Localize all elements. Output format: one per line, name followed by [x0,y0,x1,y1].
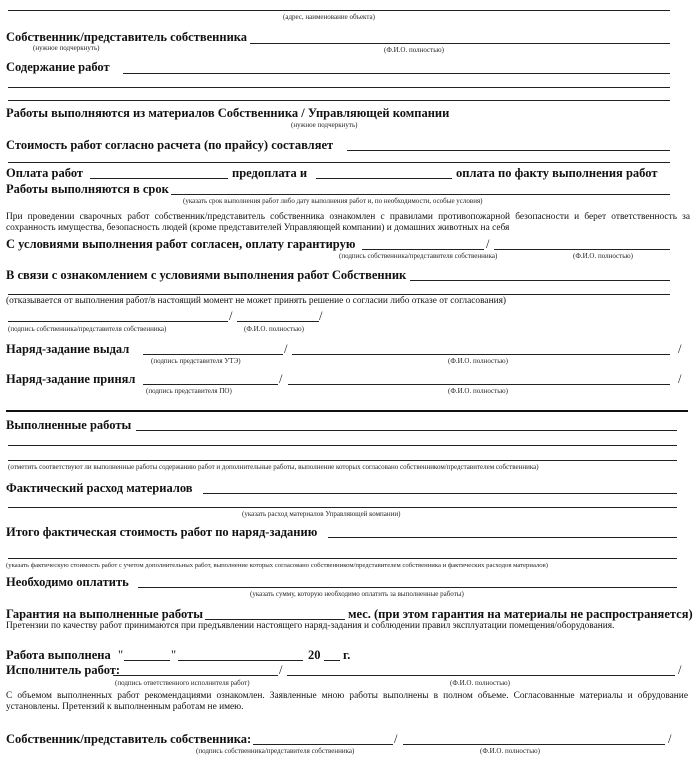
agree-label: С условиями выполнения работ согласен, оплату гарантирую [6,237,356,251]
accepted-name-hint: (Ф.И.О. полностью) [448,387,508,395]
executor-sign-hint: (подпись ответственного исполнителя работ) [115,679,250,687]
final-sign-field[interactable] [253,744,393,745]
agree-name-field[interactable] [494,249,670,250]
actual-materials-hint: (указать расход материалов Управляющей компании) [242,510,401,518]
review-sign-hint: (подпись собственника/представителя собственника) [8,325,167,333]
prepay-field[interactable] [316,178,452,179]
payment-label: Оплата работ [6,166,84,180]
deadline-field[interactable] [171,194,670,195]
work-order-form: (адрес, наименование объекта) Собственник/представитель собственника (нужное подчеркнуть) (Ф.И.О. полностью) Содержание работ Работы выполняются из материалов Собственника / Управляющей компании (нужное подчеркнуть) Стоимость работ согласно расчета (по прайсу) составляет Оплата работ предоплата и оплата по факту выполнения работ Работы выполняются в срок (указать срок выполнения работ либо дату выполнения работ и, по необходимости, особые условия) При проведении сварочных работ собственник/представитель собственника ознакомлен с правилами противопожарной безопасности и берет ответственность за сохранность имущества, безопасность людей (кроме представителей Управляющей компании) и домашних животных на себя С условиями выполнения работ согласен, оплату гарантирую / (подпись собственника/представителя собственника) (Ф.И.О. полностью) В связи с ознакомлением с условиями выполнения работ Собственник (отказывается от выполнения работ/в настоящий момент не может принять решение о согласии либо отказе от согласования) / / (подпись собственника/представителя собственника) (Ф.И.О. полностью) Наряд-задание выдал / / (подпись представителя УТЭ) (Ф.И.О. полностью) Наряд-задание принял / / (подпись представителя ПО) (Ф.И.О. полностью) Выполненные работы (отметить соответствуют ли выполненные работы содержанию работ и дополнительные работы, выполнение которых согласовано собственником/представителем собственника) Фактический расход материалов (указать расход материалов Управляющей компании) Итого фактическая стоимость работ по наряд-заданию (указать фактическую стоимость работ с учетом дополнительных работ, выполнение которых согласовано собственником/представителем собственника и фактических расходов материалов) Необходимо оплатить (указать сумму, которую необходимо оплатить за выполненные работы) Гарантия на выполненные работы мес. (при этом гарантия на материалы не распространяется) Претензии по качеству работ принимаются при предъявлении настоящего наряд-задания и соблюдении правил эксплуатации помещения/оборудования. Работа выполнена " " 20 г. Исполнитель работ: / / (подпись ответственного исполнителя работ) (Ф.И.О. полностью) С объемом выполненных работ рекомендациями ознакомлен. Заявленные мною работы выполнены в полном объеме. Согласованные материалы и обрудование установлены. Претензий к выполненным работам не имею. Собственник/представитель собственника: / / (подпись собственника/представителя собственника) (Ф.И.О. полностью) [0,0,700,764]
welding-notice: При проведении сварочных работ собственник/представитель собственника ознакомлен с правилами противопожарной безопасности и берет ответственность за сохранность имущества, безопасность людей (кроме представителей Управляющей компании) и домашних животных на себя [6,212,690,233]
owner-field[interactable] [250,43,670,44]
completed-label: Работа выполнена [6,648,111,662]
accepted-name-field[interactable] [288,384,670,385]
completed-month-field[interactable] [178,660,303,661]
review-name-hint: (Ф.И.О. полностью) [244,325,304,333]
section-divider [6,410,688,412]
agree-sign-field[interactable] [362,249,484,250]
review-name-field[interactable] [237,321,319,322]
pay-due-hint: (указать сумму, которую необходимо оплатить за выполненные работы) [250,590,464,598]
accepted-sign-hint: (подпись представителя ПО) [146,387,232,395]
payment-field[interactable] [90,178,228,179]
review-field[interactable] [410,280,670,281]
content-field[interactable] [123,73,670,74]
review-label: В связи с ознакомлением с условиями выполнения работ Собственник [6,268,407,282]
total-label: Итого фактическая стоимость работ по наряд-заданию [6,525,318,539]
content-label: Содержание работ [6,60,110,74]
final-sign-hint: (подпись собственника/представителя собственника) [196,747,355,755]
final-name-hint: (Ф.И.О. полностью) [480,747,540,755]
accepted-label: Наряд-задание принял [6,372,136,386]
accepted-sign-field[interactable] [143,384,278,385]
review-hint: (отказывается от выполнения работ/в настоящий момент не может принять решение о согласии либо отказе от согласования) [6,296,507,306]
review-sign-field[interactable] [8,321,228,322]
cost-field[interactable] [347,150,670,151]
done-hint: (отметить соответствуют ли выполненные работы содержанию работ и дополнительные работы, выполнение которых согласовано собственником/представителем собственника) [8,463,539,471]
actual-materials-field[interactable] [203,493,677,494]
completed-day-field[interactable] [124,660,170,661]
final-note: С объемом выполненных работ рекомендациями ознакомлен. Заявленные мною работы выполнены в полном объеме. Согласованные материалы и обрудование установлены. Претензий к выполненным работам не имею. [6,691,688,712]
executor-label: Исполнитель работ: [6,663,121,677]
executor-name-hint: (Ф.И.О. полностью) [450,679,510,687]
executor-sign-field[interactable] [113,675,278,676]
materials-label: Работы выполняются из материалов Собственника / Управляющей компании [6,106,450,120]
total-field[interactable] [328,537,677,538]
warranty-field[interactable] [205,619,345,620]
issued-name-hint: (Ф.И.О. полностью) [448,357,508,365]
issued-sign-field[interactable] [143,354,283,355]
owner-underline-hint: (нужное подчеркнуть) [33,44,100,52]
actual-materials-label: Фактический расход материалов [6,481,193,495]
issued-label: Наряд-задание выдал [6,342,130,356]
owner-label: Собственник/представитель собственника [6,30,248,44]
warranty-text: Претензии по качеству работ принимаются при предъявлении настоящего наряд-задания и соблюдении правил эксплуатации помещения/оборудования. [6,621,615,631]
deadline-hint: (указать срок выполнения работ либо дату выполнения работ и, по необходимости, особые условия) [183,197,483,205]
done-label: Выполненные работы [6,418,132,432]
final-name-field[interactable] [403,744,665,745]
materials-hint: (нужное подчеркнуть) [291,121,358,129]
pay-due-field[interactable] [138,587,677,588]
issued-name-field[interactable] [292,354,670,355]
warranty-label: Гарантия на выполненные работы [6,607,203,621]
postpay-label: оплата по факту выполнения работ [456,166,658,180]
completed-year-field[interactable] [324,660,340,661]
executor-name-field[interactable] [287,675,675,676]
deadline-label: Работы выполняются в срок [6,182,169,196]
agree-sign-hint: (подпись собственника/представителя собственника) [339,252,498,260]
done-field[interactable] [136,430,677,431]
agree-name-hint: (Ф.И.О. полностью) [573,252,633,260]
final-sign-label: Собственник/представитель собственника: [6,732,252,746]
pay-due-label: Необходимо оплатить [6,575,129,589]
cost-label: Стоимость работ согласно расчета (по прайсу) составляет [6,138,334,152]
owner-name-hint: (Ф.И.О. полностью) [384,46,444,54]
warranty-tail: мес. (при этом гарантия на материалы не распространяется) [348,607,693,621]
issued-sign-hint: (подпись представителя УТЭ) [151,357,241,365]
total-hint: (указать фактическую стоимость работ с учетом дополнительных работ, выполнение которых согласовано собственником/представителем собственника и фактических расходов материалов) [6,562,549,569]
object-hint: (адрес, наименование объекта) [283,13,375,21]
prepay-label: предоплата и [232,166,308,180]
